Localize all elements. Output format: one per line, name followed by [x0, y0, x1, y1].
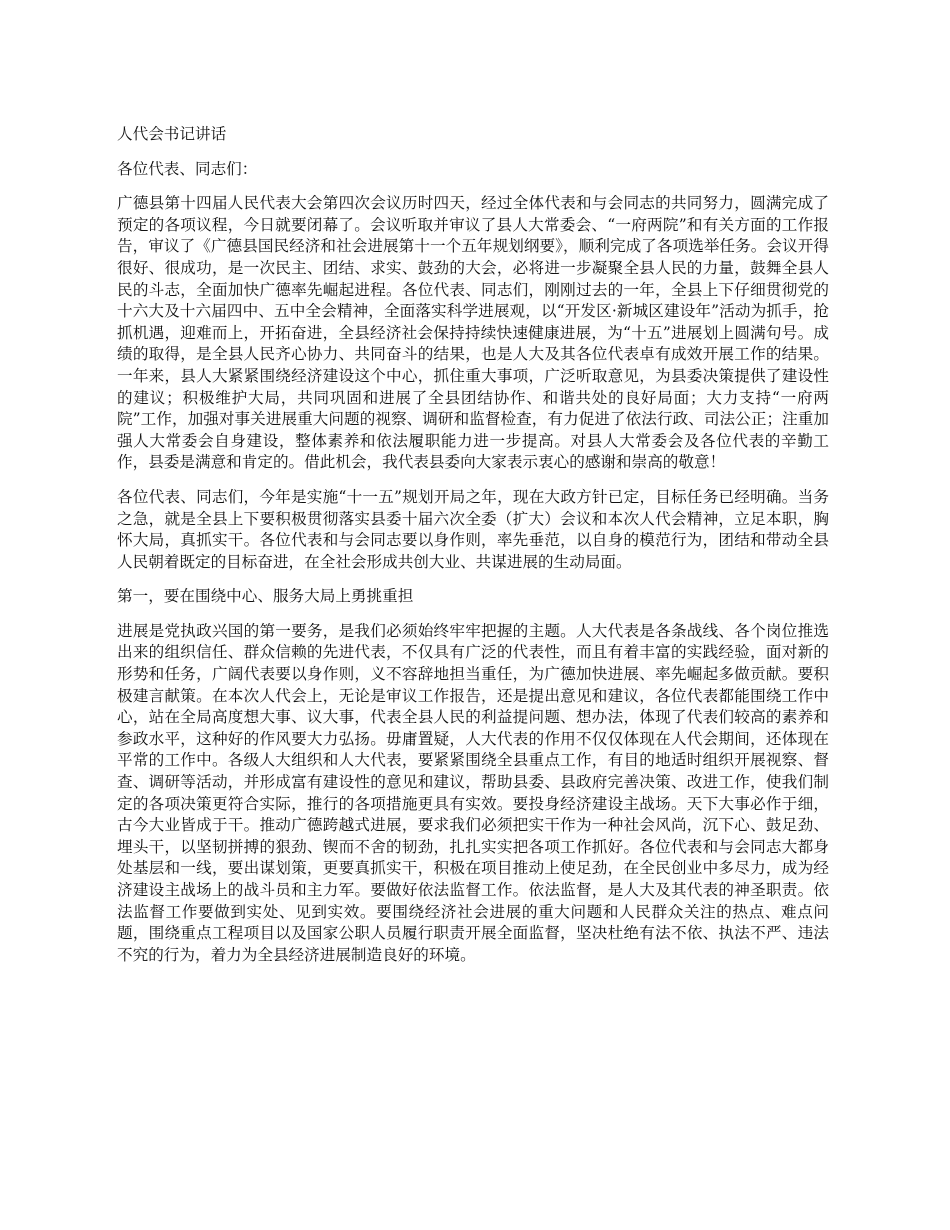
salutation: 各位代表、同志们： — [117, 159, 258, 178]
document-page — [117, 124, 829, 979]
document-title: 人代会书记讲话 — [117, 125, 227, 143]
section-heading: 第一，要在围绕中心、服务大局上勇挑重担 — [117, 587, 414, 606]
paragraph-2: 各位代表、同志们，今年是实施“十一五”规划开局之年，现在大政方针已定，目标任务已经明确。当务之急，就是全县上下要积极贯彻落实县委十届六次全委（扩大）会议和本次人代会精神，立足本职，胸怀大局，真抓实干。各位代表和与会同志要以身作则，率先垂范，以自身的模范行为，团结和带动全县人民朝着既定的目标奋进，在全社会形成共创大业、共谋进展的生动局面。 — [117, 487, 829, 571]
paragraph-1: 广德县第十四届人民代表大会第四次会议历时四天，经过全体代表和与会同志的共同努力，圆满完成了预定的各项议程，今日就要闭幕了。会议听取并审议了县人大常委会、“一府两院”和有关方面的工作报告，审议了《广德县国民经济和社会进展第十一个五年规划纲要》，顺利完成了各项选举任务。会议开得很好、很成功，是一次民主、团结、求实、鼓劲的大会，必将进一步凝聚全县人民的力量，鼓舞全县人民的斗志，全面加快广德率先崛起进程。各位代表、同志们，刚刚过去的一年，全县上下仔细贯彻党的十六大及十六届四中、五中全会精神，全面落实科学进展观，以“开发区·新城区建设年”活动为抓手，抢抓机遇，迎难而上，开拓奋进，全县经济社会保持持续快速健康进展，为“十五”进展划上圆满句号。成绩的取得，是全县人民齐心协力、共同奋斗的结果，也是人大及其各位代表卓有成效开展工作的结果。一年来，县人大紧紧围绕经济建设这个中心，抓住重大事项，广泛听取意见，为县委决策提供了建设性的建议；积极维护大局，共同巩固和进展了全县团结协作、和谐共处的良好局面；大力支持“一府两院”工作，加强对事关进展重大问题的视察、调研和监督检查，有力促进了依法行政、司法公正；注重加强人大常委会自身建设，整体素养和依法履职能力进一步提高。对县人大常委会及各位代表的辛勤工作，县委是满意和肯定的。借此机会，我代表县委向大家表示衷心的感谢和崇高的敬意！ — [117, 194, 829, 472]
section-paragraph: 进展是党执政兴国的第一要务，是我们必须始终牢牢把握的主题。人大代表是各条战线、各个岗位推选出来的组织信任、群众信赖的先进代表，不仅具有广泛的代表性，而且有着丰富的实践经验，面对新的形势和任务，广阔代表要以身作则，义不容辞地担当重任，为广德加快进展、率先崛起多做贡献。要积极建言献策。在本次人代会上，无论是审议工作报告，还是提出意见和建议，各位代表都能围绕工作中心，站在全局高度想大事、议大事，代表全县人民的利益提问题、想办法，体现了代表们较高的素养和参政水平，这种好的作风要大力弘扬。毋庸置疑，人大代表的作用不仅仅体现在人代会期间，还体现在平常的工作中。各级人大组织和人大代表，要紧紧围绕全县重点工作，有目的地适时组织开展视察、督查、调研等活动，并形成富有建设性的意见和建议，帮助县委、县政府完善决策、改进工作，使我们制定的各项决策更符合实际，推行的各项措施更具有实效。要投身经济建设主战场。天下大事必作于细，古今大业皆成于干。推动广德跨越式进展，要求我们必须把实干作为一种社会风尚，沉下心、鼓足劲、埋头干，以坚韧拼搏的狠劲、锲而不舍的韧劲，扎扎实实把各项工作抓好。各位代表和与会同志大都身处基层和一线，要出谋划策，更要真抓实干，积极在项目推动上使足劲，在全民创业中多尽力，成为经济建设主战场上的战斗员和主力军。要做好依法监督工作。依法监督，是人大及其代表的神圣职责。依法监督工作要做到实处、见到实效。要围绕经济社会进展的重大问题和人民群众关注的热点、难点问题，围绕重点工程项目以及国家公职人员履行职责开展全面监督，坚决杜绝有法不依、执法不严、违法不究的行为，着力为全县经济进展制造良好的环境。 — [117, 621, 829, 964]
